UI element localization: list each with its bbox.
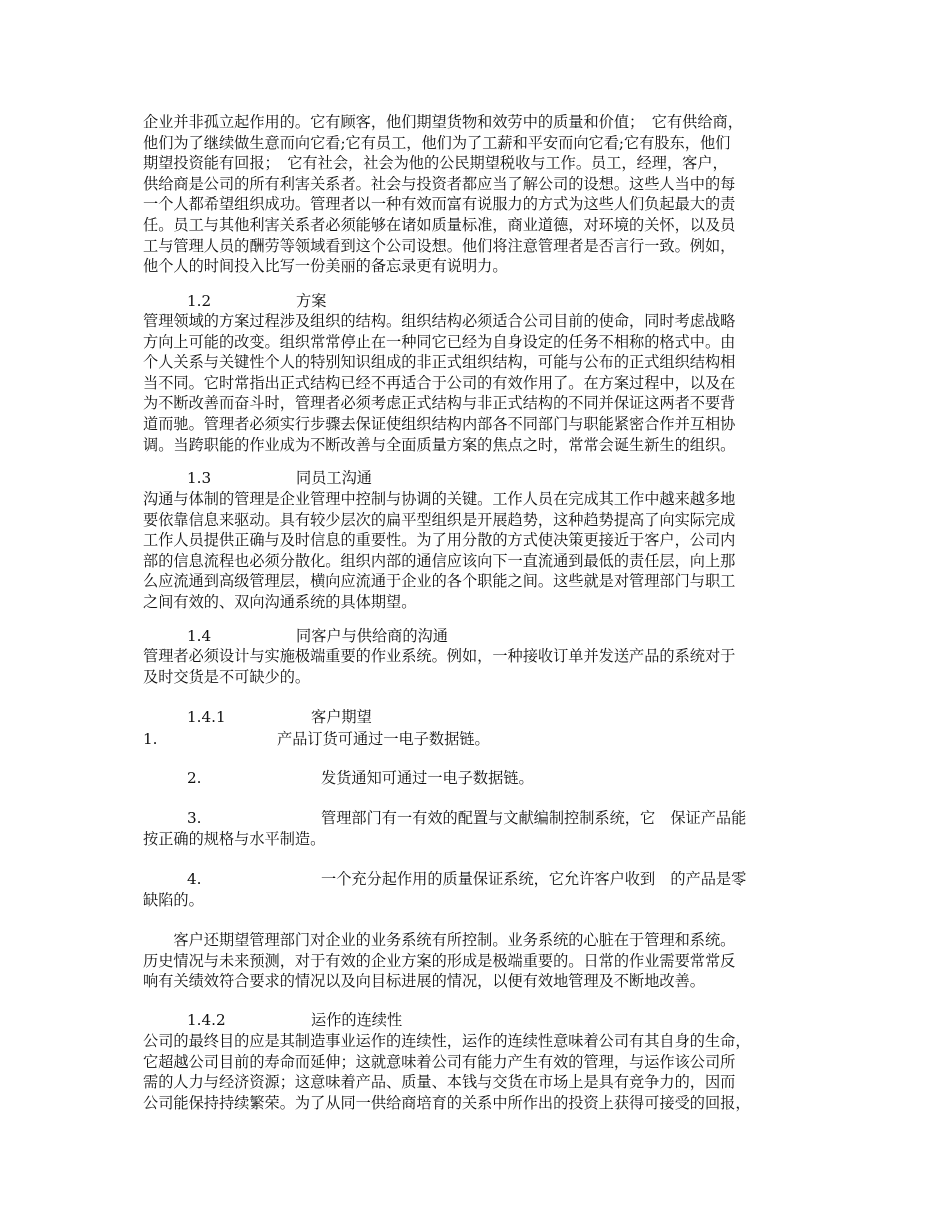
text-line: 他们为了继续做生意而向它看;它有员工，他们为了工薪和平安而向它看;它有股东，他们 <box>143 133 731 152</box>
intro-paragraph <box>143 112 815 277</box>
section-title: 同客户与供给商的沟通 <box>296 627 448 645</box>
section-number: 1.4.1 <box>187 708 226 726</box>
list-item-continuation: 按正确的规格与水平制造。 <box>143 829 326 848</box>
text-line: 管理领域的方案过程涉及组织的结构。组织结构必须适合公司目前的使命，同时考虑战略 <box>143 312 736 330</box>
section-heading-1-4-1 <box>143 707 815 728</box>
text-line: 公司的最终目的应是其制造事业运作的连续性，运作的连续性意味着公司有其自身的生命， <box>143 1032 751 1050</box>
list-item-text: 发货通知可通过一电子数据链。 <box>321 769 534 787</box>
text-line: 之间有效的、双向沟通系统的具体期望。 <box>143 592 417 611</box>
section-heading-1-2 <box>143 291 815 312</box>
section-1-3-paragraph <box>143 489 815 613</box>
list-item <box>143 869 815 911</box>
text-line: 道而驰。管理者必须实行步骤去保证使组织结构内部各不同部门与职能紧密合作并互相协 <box>143 414 736 433</box>
text-line: 么应流通到高级管理层，横向应流通于企业的各个职能之间。这些就是对管理部门与职工 <box>143 572 736 591</box>
section-heading-1-4-2 <box>143 1010 815 1031</box>
list-item-text: 一个充分起作用的质量保证系统，它允许客户收到 的产品是零 <box>321 870 747 888</box>
text-line: 要依靠信息来驱动。具有较少层次的扁平型组织是开展趋势，这种趋势提高了向实际完成 <box>143 510 736 529</box>
text-line: 沟通与体制的管理是企业管理中控制与协调的关键。工作人员在完成其工作中越来越多地 <box>143 490 736 508</box>
text-line: 期望投资能有回报； 它有社会，社会为他的公民期望税收与工作。员工，经理，客户， <box>143 154 728 173</box>
section-number: 1.2 <box>187 292 212 310</box>
text-line: 调。当跨职能的作业成为不断改善与全面质量方案的焦点之时，常常会诞生新生的组织。 <box>143 435 736 454</box>
text-line: 供给商是公司的所有利害关系者。社会与投资者都应当了解公司的设想。这些人当中的每 <box>143 174 736 193</box>
section-heading-1-3 <box>143 468 815 489</box>
list-item <box>143 768 815 789</box>
text-line: 它超越公司目前的寿命而延伸；这就意味着公司有能力产生有效的管理，与运作该公司所 <box>143 1052 736 1071</box>
text-line: 响有关绩效符合要求的情况以及向目标进展的情况，以便有效地管理及不断地改善。 <box>143 972 705 991</box>
section-title: 方案 <box>296 292 327 310</box>
list-item-continuation: 缺陷的。 <box>143 890 204 909</box>
text-line: 历史情况与未来预测，对于有效的企业方案的形成是极端重要的。日常的作业需要常常反 <box>143 951 736 970</box>
section-heading-1-4 <box>143 626 815 647</box>
list-item-text: 管理部门有一有效的配置与文献编制控制系统，它 保证产品能 <box>321 809 747 827</box>
section-1-4-2-paragraph <box>143 1031 815 1113</box>
text-line: 需的人力与经济资源；这意味着产品、质量、本钱与交货在市场上是具有竞争力的，因而 <box>143 1073 736 1092</box>
list-item-number: 2. <box>187 769 202 787</box>
section-1-4-paragraph <box>143 646 815 687</box>
text-line: 为不断改善而奋斗时，管理者必须考虑正式结构与非正式结构的不同并保证这两者不要背 <box>143 394 736 413</box>
list-item-text: 产品订货可通过一电子数据链。 <box>277 730 490 748</box>
text-line: 任。员工与其他利害关系者必须能够在诸如质量标准，商业道德，对环境的关怀，以及员 <box>143 215 736 234</box>
section-1-2-paragraph <box>143 311 815 455</box>
text-line: 一个人都希望组织成功。管理者以一种有效而富有说服力的方式为这些人们负起最大的责 <box>143 195 736 214</box>
text-line: 企业并非孤立起作用的。它有顾客，他们期望货物和效劳中的质量和价值； 它有供给商， <box>143 113 743 131</box>
section-number: 1.4.2 <box>187 1011 226 1029</box>
list-item-number: 4. <box>187 870 202 888</box>
text-line: 管理者必须设计与实施极端重要的作业系统。例如，一种接收订单并发送产品的系统对于 <box>143 647 736 665</box>
text-line: 他个人的时间投入比写一份美丽的备忘录更有说明力。 <box>143 257 508 276</box>
text-line: 当不同。它时常指出正式结构已经不再适合于公司的有效作用了。在方案过程中，以及在 <box>143 373 736 392</box>
section-title: 客户期望 <box>311 708 372 726</box>
text-line: 方向上可能的改变。组织常常停止在一种同它已经为自身设定的任务不相称的格式中。由 <box>143 332 736 351</box>
text-line: 客户还期望管理部门对企业的业务系统有所控制。业务系统的心脏在于管理和系统。 <box>143 931 736 949</box>
text-line: 公司能保持持续繁荣。为了从同一供给商培育的关系中所作出的投资上获得可接受的回报， <box>143 1093 751 1112</box>
section-title: 运作的连续性 <box>311 1011 403 1029</box>
section-1-4-1-paragraph <box>143 930 815 992</box>
text-line: 工作人员提供正确与及时信息的重要性。为了用分散的方式使决策更接近于客户，公司内 <box>143 531 736 550</box>
section-number: 1.4 <box>187 627 212 645</box>
list-item-number: 1. <box>143 730 158 748</box>
text-line: 个人关系与关键性个人的特别知识组成的非正式组织结构，可能与公布的正式组织结构相 <box>143 353 736 372</box>
section-title: 同员工沟通 <box>296 469 372 487</box>
list-item-number: 3. <box>187 809 202 827</box>
text-line: 及时交货是不可缺少的。 <box>143 667 311 686</box>
text-line: 部的信息流程也必须分散化。组织内部的通信应该向下一直流通到最低的责任层，向上那 <box>143 551 736 570</box>
list-item <box>143 729 815 750</box>
section-number: 1.3 <box>187 469 212 487</box>
text-line: 工与管理人员的酬劳等领域看到这个公司设想。他们将注意管理者是否言行一致。例如， <box>143 236 736 255</box>
list-item <box>143 808 815 850</box>
